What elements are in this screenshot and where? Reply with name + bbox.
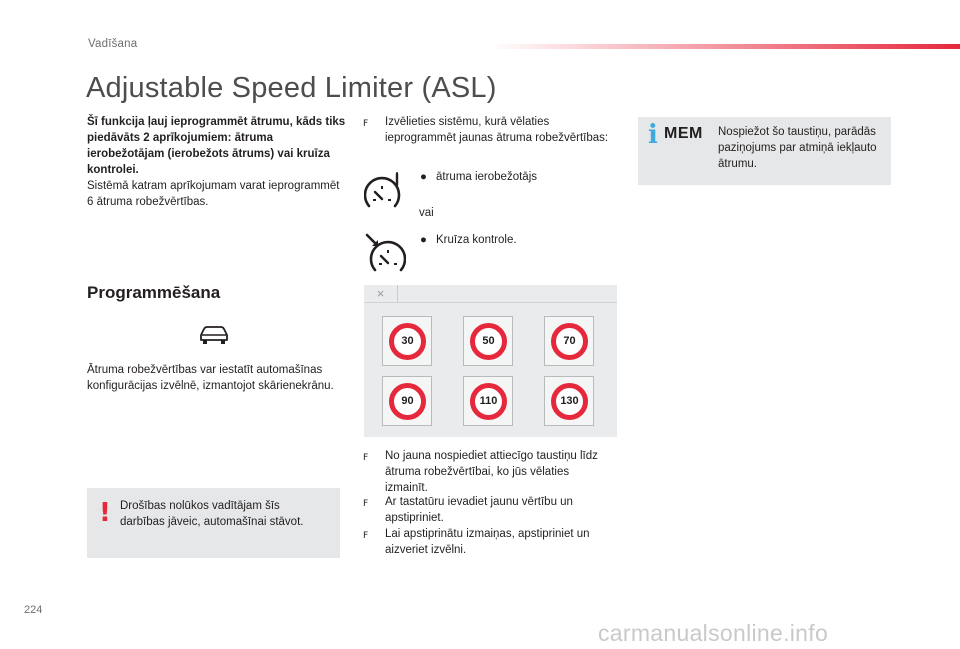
page-title: Adjustable Speed Limiter (ASL) [86, 72, 497, 104]
step-text: No jauna nospiediet attiecīgo taustiņu līdz ātruma robežvērtībai, ko jūs vēlaties izmainīt. [385, 450, 598, 494]
select-system-text: Izvēlieties sistēmu, kurā vēlaties ieprogrammēt jaunas ātruma robežvērtības: [385, 116, 609, 144]
screen-top-bar [364, 285, 617, 303]
speed-value: 110 [479, 395, 498, 407]
speed-sign [389, 383, 426, 420]
bullet-f: F [363, 499, 369, 509]
speed-limiter-icon [364, 170, 406, 212]
step-text: Ar tastatūru ievadiet jaunu vērtību un apstipriniet. [385, 496, 573, 524]
speed-value: 50 [482, 335, 495, 347]
speed-tile-4[interactable] [382, 376, 432, 426]
warning-icon: ! [99, 498, 111, 528]
option-label-speed-limiter: ātruma ierobežotājs [436, 171, 537, 183]
header-rule [490, 44, 960, 49]
speed-tile-1[interactable] [382, 316, 432, 366]
intro-text: Sistēmā katram aprīkojumam varat ieprogrammēt 6 ātruma robežvērtības. [87, 180, 340, 208]
or-text: vai [419, 207, 434, 219]
info-icon: i [648, 120, 658, 150]
step-text: Lai apstiprinātu izmaiņas, apstipriniet un aizveriet izvēlni. [385, 528, 590, 556]
speed-tile-3[interactable] [544, 316, 594, 366]
bullet-f: F [363, 453, 369, 463]
step-confirm-close [363, 526, 613, 558]
speed-value: 90 [401, 395, 414, 407]
speed-limits-screen [364, 285, 617, 437]
speed-value: 130 [560, 395, 579, 407]
bullet-f: F [363, 531, 369, 541]
watermark: carmanualsonline.info [598, 620, 829, 646]
speed-value: 30 [401, 335, 414, 347]
option-cruise-control [364, 232, 604, 278]
cruise-control-icon [364, 232, 406, 274]
programming-heading: Programmēšana [87, 283, 221, 302]
warning-box [87, 488, 340, 558]
speed-sign [470, 323, 507, 360]
speed-sign [470, 383, 507, 420]
info-box [638, 117, 891, 185]
speed-tile-6[interactable] [544, 376, 594, 426]
speed-sign [551, 383, 588, 420]
section-header: Vadīšana [88, 38, 138, 50]
mem-button-label: MEM [664, 125, 703, 142]
option-label-cruise-control: Kruīza kontrole. [436, 234, 517, 246]
speed-value: 70 [563, 335, 576, 347]
page-number: 224 [24, 604, 43, 616]
select-system-step [363, 114, 613, 146]
bullet-f: F [363, 119, 369, 129]
speed-tile-5[interactable] [463, 376, 513, 426]
info-text: Nospiežot šo taustiņu, parādās paziņojums par atmiņā iekļauto ātrumu. [718, 126, 877, 170]
option-bullet: ● [420, 234, 427, 246]
option-bullet: ● [420, 171, 427, 183]
step-press-again [363, 448, 613, 496]
speed-sign [551, 323, 588, 360]
intro-paragraph [87, 114, 347, 210]
warning-text: Drošības nolūkos vadītājam šīs darbības jāveic, automašīnai stāvot. [120, 500, 304, 528]
intro-bold-text: Šī funkcija ļauj ieprogrammēt ātrumu, kāds tiks piedāvāts 2 aprīkojumiem: ātruma ierobežotājam (ierobežots ātrums) vai kruīza kontrolei. [87, 116, 346, 176]
programming-text: Ātruma robežvērtības var iestatīt automašīnas konfigurācijas izvēlnē, izmantojot skārienekrānu. [87, 364, 334, 392]
speed-sign [389, 323, 426, 360]
close-icon[interactable]: × [364, 285, 398, 303]
speed-tile-2[interactable] [463, 316, 513, 366]
step-enter-value [363, 494, 613, 526]
option-speed-limiter [364, 170, 604, 216]
car-icon [198, 324, 230, 346]
